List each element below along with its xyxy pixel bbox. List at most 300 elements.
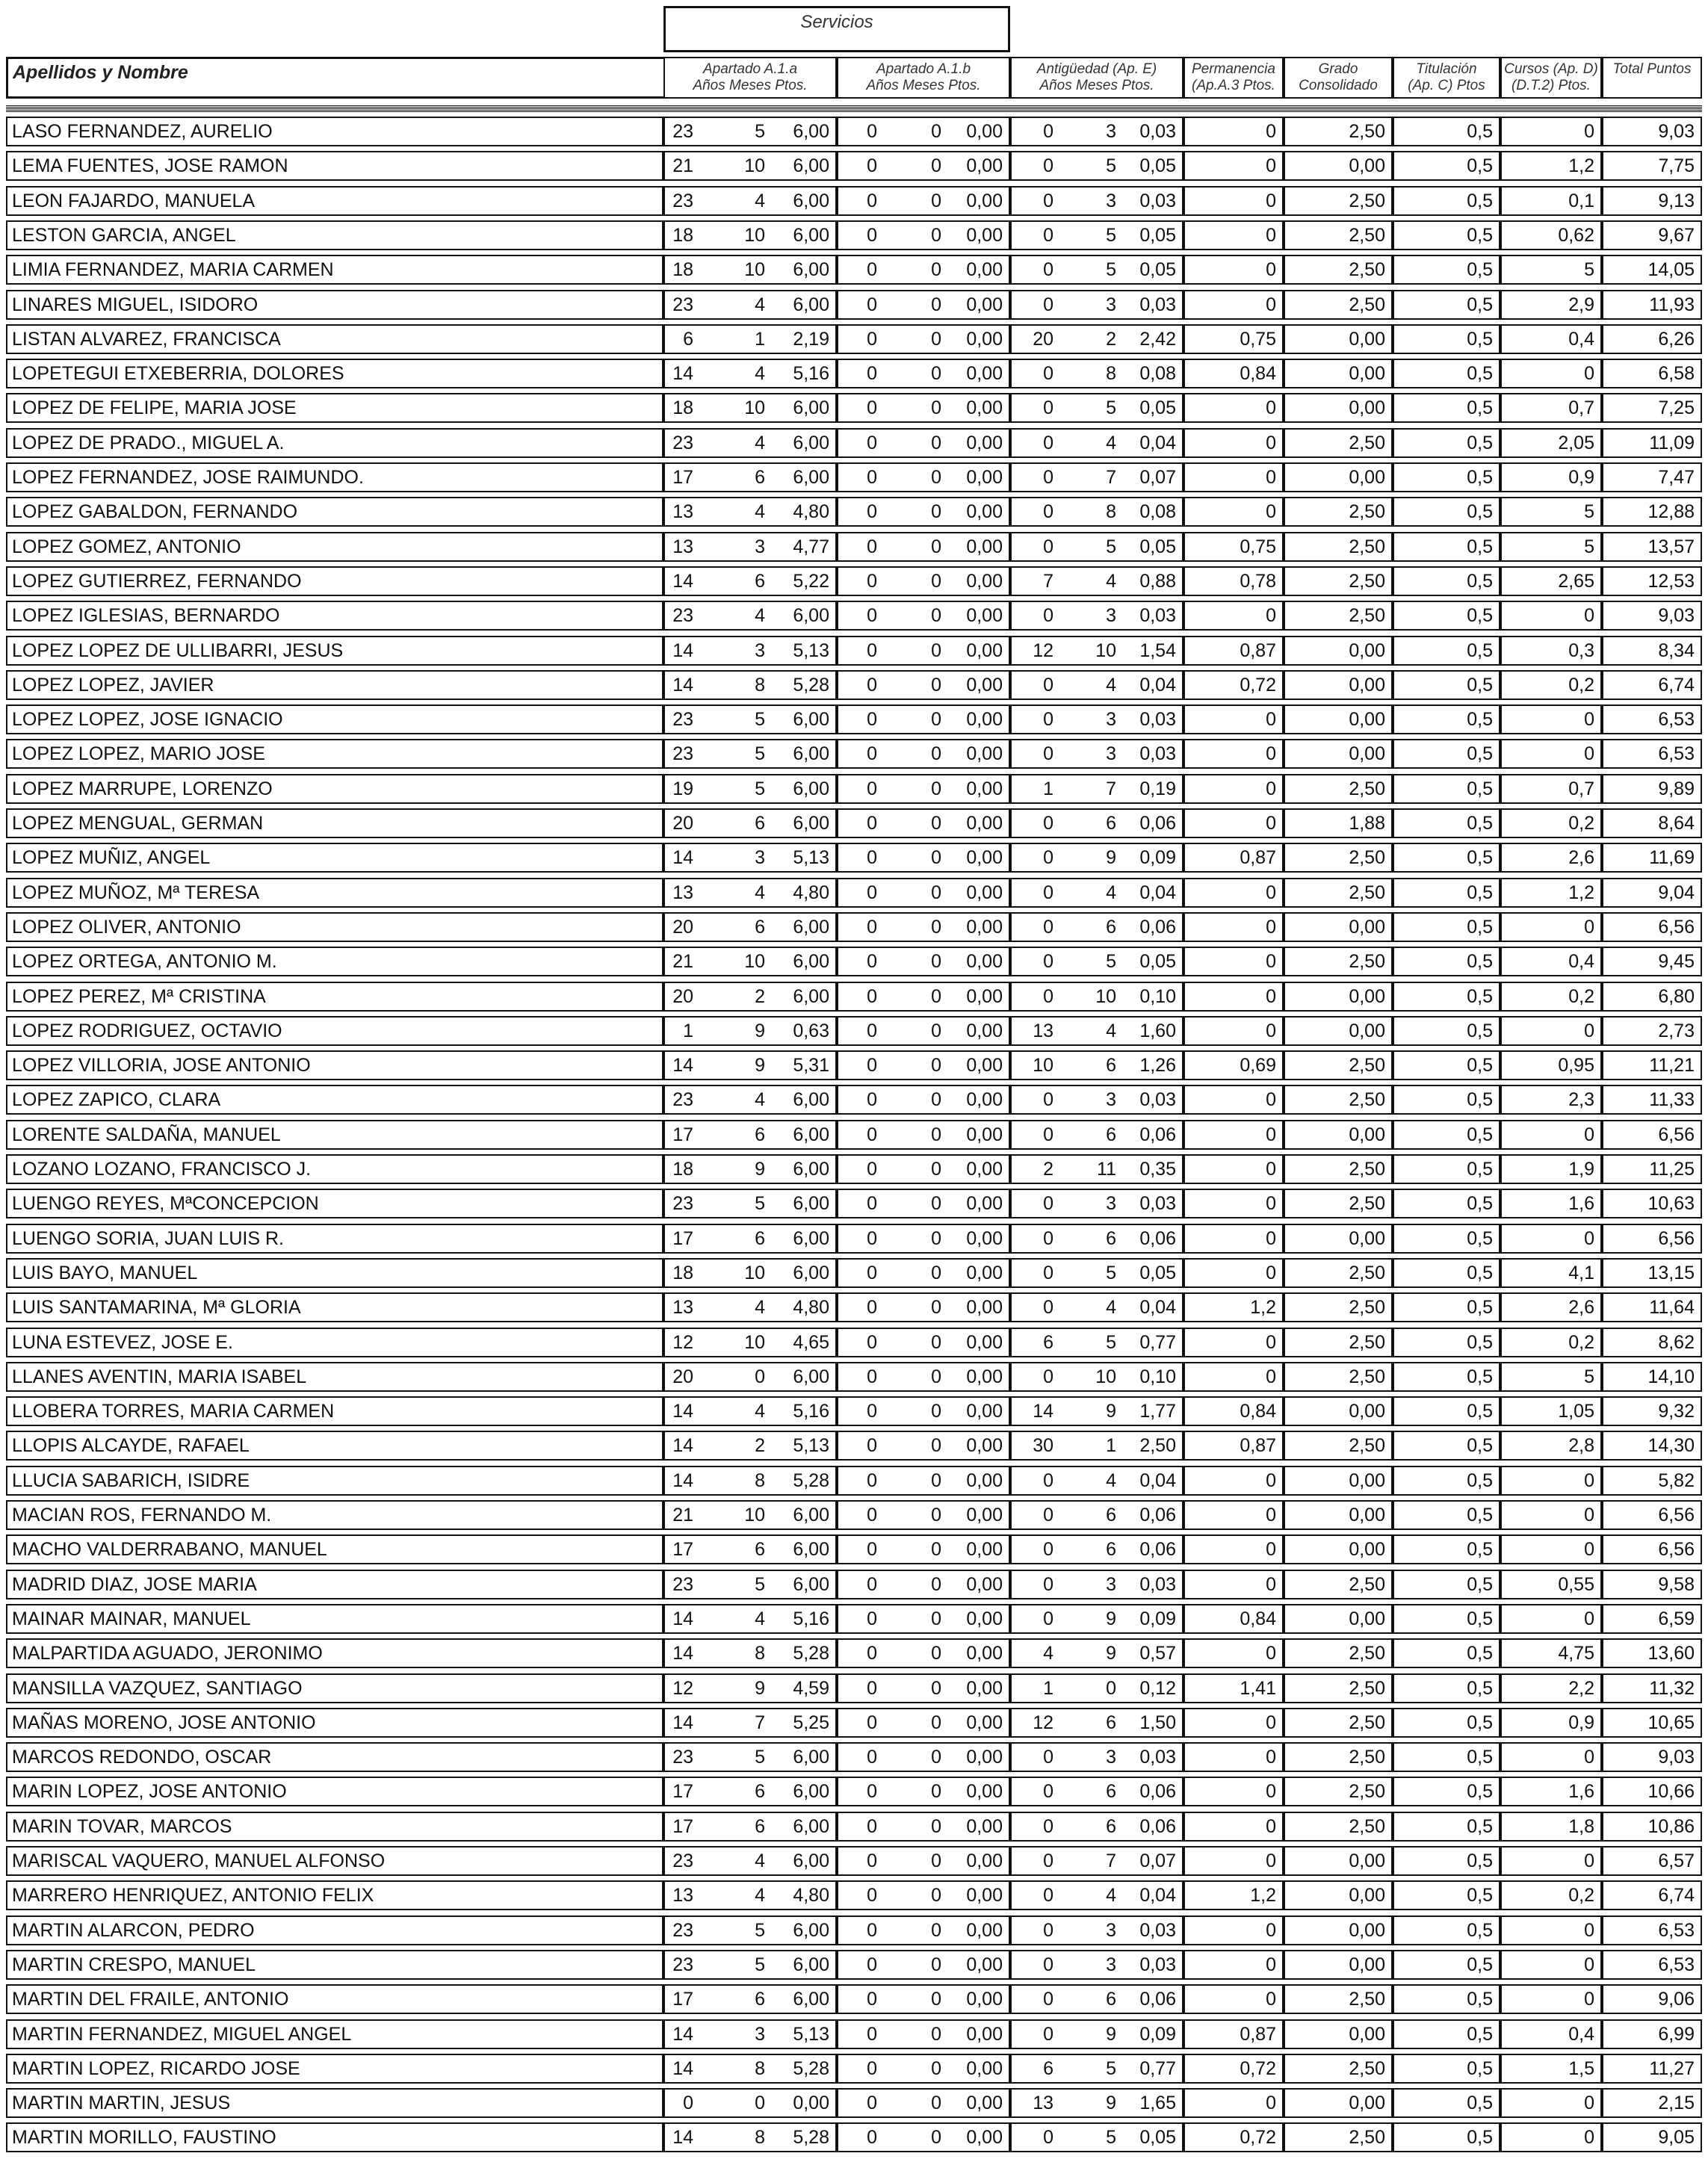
a1a-years: 17 bbox=[672, 1124, 693, 1145]
antig-cell bbox=[1010, 1050, 1183, 1080]
name-cell bbox=[6, 1742, 663, 1772]
antig-points: 2,42 bbox=[1139, 329, 1176, 350]
name-cell bbox=[6, 1085, 663, 1115]
name-cell bbox=[6, 1120, 663, 1150]
grado-points: 0,00 bbox=[1349, 1401, 1385, 1422]
antig-years: 0 bbox=[1043, 986, 1053, 1007]
total-cell bbox=[1602, 462, 1702, 492]
a1b-years: 0 bbox=[867, 1678, 877, 1699]
perm-cell bbox=[1183, 1050, 1284, 1080]
perm-cell bbox=[1183, 1258, 1284, 1288]
a1a-points: 6,00 bbox=[793, 1920, 829, 1941]
titul-cell bbox=[1393, 878, 1500, 908]
a1b-months: 0 bbox=[931, 2093, 941, 2113]
name-cell bbox=[6, 1189, 663, 1218]
name-cell bbox=[6, 462, 663, 492]
a1a-points: 4,80 bbox=[793, 1885, 829, 1906]
a1a-points: 5,28 bbox=[793, 675, 829, 696]
cursos-points: 0,4 bbox=[1568, 951, 1594, 972]
a1a-months: 4 bbox=[755, 1608, 765, 1629]
a1a-years: 21 bbox=[672, 1505, 693, 1526]
a1a-months: 3 bbox=[755, 847, 765, 868]
antig-cell bbox=[1010, 566, 1183, 596]
total-points: 2,73 bbox=[1658, 1020, 1695, 1041]
a1a-years: 12 bbox=[672, 1678, 693, 1699]
total-cell bbox=[1602, 1085, 1702, 1115]
total-points: 11,64 bbox=[1649, 1297, 1695, 1318]
titul-cell bbox=[1393, 1396, 1500, 1426]
a1b-points: 0,00 bbox=[966, 467, 1003, 488]
a1a-points: 0,00 bbox=[793, 2093, 829, 2113]
cursos-points: 0,9 bbox=[1568, 1712, 1594, 1733]
antig-years: 0 bbox=[1043, 1539, 1053, 1560]
total-cell bbox=[1602, 2088, 1702, 2118]
a1a-months: 1 bbox=[755, 329, 765, 350]
a1a-months: 4 bbox=[755, 501, 765, 522]
grado-points: 2,50 bbox=[1349, 571, 1385, 592]
employee-name: LORENTE SALDAÑA, MANUEL bbox=[12, 1124, 281, 1145]
antig-header-line: Antigüedad (Ap. E) bbox=[1036, 61, 1157, 77]
cursos-cell bbox=[1500, 1880, 1602, 1910]
a1a-years: 18 bbox=[672, 1263, 693, 1283]
a1b-points: 0,00 bbox=[966, 571, 1003, 592]
cursos-points: 0 bbox=[1584, 1608, 1594, 1629]
cursos-points: 2,6 bbox=[1568, 847, 1594, 868]
antig-cell bbox=[1010, 1292, 1183, 1322]
total-cell bbox=[1602, 1328, 1702, 1357]
cursos-cell bbox=[1500, 255, 1602, 285]
grado-points: 2,50 bbox=[1349, 1747, 1385, 1768]
total-cell bbox=[1602, 1154, 1702, 1184]
grado-cell bbox=[1284, 1292, 1393, 1322]
antig-months: 6 bbox=[1106, 813, 1116, 834]
titul-cell bbox=[1393, 186, 1500, 216]
perm-cell bbox=[1183, 186, 1284, 216]
a1b-points: 0,00 bbox=[966, 121, 1003, 142]
antig-points: 0,09 bbox=[1139, 1608, 1176, 1629]
antig-years: 6 bbox=[1043, 2058, 1053, 2079]
antig-months: 6 bbox=[1106, 1816, 1116, 1837]
a1a-header-line: Apartado A.1.a bbox=[702, 61, 798, 77]
a1a-points: 5,31 bbox=[793, 1055, 829, 1076]
perm-cell bbox=[1183, 601, 1284, 631]
permanencia-points: 0,69 bbox=[1240, 1055, 1276, 1076]
a1b-points: 0,00 bbox=[966, 1885, 1003, 1906]
titul-header-line: (Ap. C) Ptos bbox=[1408, 78, 1485, 93]
titul-cell bbox=[1393, 2054, 1500, 2084]
name-cell bbox=[6, 1534, 663, 1564]
antig-months: 9 bbox=[1106, 1643, 1116, 1664]
antig-points: 0,09 bbox=[1139, 2024, 1176, 2045]
cursos-points: 0 bbox=[1584, 1850, 1594, 1871]
a1b-years: 0 bbox=[867, 2024, 877, 2045]
grado-points: 2,50 bbox=[1349, 1263, 1385, 1283]
a1b-months: 0 bbox=[931, 1228, 941, 1249]
antig-months: 3 bbox=[1106, 1954, 1116, 1975]
grado-points: 2,50 bbox=[1349, 1781, 1385, 1802]
titulacion-points: 0,5 bbox=[1467, 605, 1493, 626]
total-points: 2,15 bbox=[1658, 2093, 1695, 2113]
a1b-points: 0,00 bbox=[966, 1332, 1003, 1353]
grado-points: 0,00 bbox=[1349, 363, 1385, 384]
a1a-months: 2 bbox=[755, 1435, 765, 1456]
a1a-points: 5,13 bbox=[793, 1435, 829, 1456]
total-cell bbox=[1602, 1708, 1702, 1738]
titulacion-points: 0,5 bbox=[1467, 363, 1493, 384]
titul-cell bbox=[1393, 428, 1500, 458]
permanencia-points: 0 bbox=[1266, 155, 1276, 176]
a1b-months: 0 bbox=[931, 605, 941, 626]
cursos-points: 5 bbox=[1584, 501, 1594, 522]
perm-cell bbox=[1183, 1708, 1284, 1738]
total-points: 6,53 bbox=[1658, 709, 1695, 730]
antig-cell bbox=[1010, 1950, 1183, 1980]
a1b-points: 0,00 bbox=[966, 1401, 1003, 1422]
a1b-points: 0,00 bbox=[966, 1505, 1003, 1526]
total-cell bbox=[1602, 843, 1702, 873]
titul-cell bbox=[1393, 1570, 1500, 1599]
employee-name: LOPEZ LOPEZ DE ULLIBARRI, JESUS bbox=[12, 640, 344, 661]
titul-cell bbox=[1393, 1638, 1500, 1668]
antig-years: 0 bbox=[1043, 675, 1053, 696]
antig-years: 0 bbox=[1043, 155, 1053, 176]
a1b-header-line: Apartado A.1.b bbox=[876, 61, 971, 77]
cursos-cell bbox=[1500, 808, 1602, 838]
antig-months: 3 bbox=[1106, 121, 1116, 142]
a1b-points: 0,00 bbox=[966, 1747, 1003, 1768]
grado-cell bbox=[1284, 290, 1393, 320]
antig-months: 10 bbox=[1095, 1366, 1116, 1387]
perm-cell bbox=[1183, 774, 1284, 804]
a1a-years: 14 bbox=[672, 1435, 693, 1456]
name-cell bbox=[6, 428, 663, 458]
a1b-points: 0,00 bbox=[966, 709, 1003, 730]
perm-cell bbox=[1183, 428, 1284, 458]
a1a-months: 10 bbox=[744, 225, 765, 246]
antig-points: 0,05 bbox=[1139, 951, 1176, 972]
cursos-cell bbox=[1500, 1777, 1602, 1806]
name-cell bbox=[6, 843, 663, 873]
antig-years: 0 bbox=[1043, 191, 1053, 211]
titulacion-points: 0,5 bbox=[1467, 225, 1493, 246]
titulacion-points: 0,5 bbox=[1467, 1228, 1493, 1249]
antig-points: 0,03 bbox=[1139, 294, 1176, 315]
a1b-years: 0 bbox=[867, 155, 877, 176]
permanencia-points: 0 bbox=[1266, 121, 1276, 142]
a1a-months: 5 bbox=[755, 1954, 765, 1975]
a1a-months: 10 bbox=[744, 1263, 765, 1283]
antig-cell bbox=[1010, 393, 1183, 423]
permanencia-points: 0 bbox=[1266, 1470, 1276, 1491]
antig-months: 4 bbox=[1106, 1297, 1116, 1318]
permanencia-points: 0,75 bbox=[1240, 329, 1276, 350]
total-cell bbox=[1602, 1396, 1702, 1426]
total-points: 11,25 bbox=[1649, 1159, 1695, 1180]
total-points: 10,66 bbox=[1647, 1781, 1695, 1802]
antig-cell bbox=[1010, 255, 1183, 285]
titulacion-points: 0,5 bbox=[1467, 743, 1493, 764]
antig-cell bbox=[1010, 2122, 1183, 2152]
antig-months: 4 bbox=[1106, 433, 1116, 453]
titul-cell bbox=[1393, 982, 1500, 1012]
name-cell bbox=[6, 220, 663, 250]
cursos-points: 0 bbox=[1584, 605, 1594, 626]
a1b-years: 0 bbox=[867, 1159, 877, 1180]
titulacion-points: 0,5 bbox=[1467, 121, 1493, 142]
cursos-points: 2,2 bbox=[1568, 1678, 1594, 1699]
antig-years: 0 bbox=[1043, 1366, 1053, 1387]
a1b-months: 0 bbox=[931, 1608, 941, 1629]
cursos-points: 0 bbox=[1584, 743, 1594, 764]
titul-column-header bbox=[1393, 57, 1500, 99]
a1b-months: 0 bbox=[931, 1747, 941, 1768]
antig-years: 0 bbox=[1043, 467, 1053, 488]
employee-name: LLOPIS ALCAYDE, RAFAEL bbox=[12, 1435, 250, 1456]
antig-cell bbox=[1010, 1673, 1183, 1703]
grado-points: 0,00 bbox=[1349, 709, 1385, 730]
grado-points: 0,00 bbox=[1349, 1470, 1385, 1491]
titul-cell bbox=[1393, 359, 1500, 388]
total-cell bbox=[1602, 1880, 1702, 1910]
titul-cell bbox=[1393, 1500, 1500, 1530]
antig-points: 0,08 bbox=[1139, 363, 1176, 384]
antig-cell bbox=[1010, 290, 1183, 320]
cursos-cell bbox=[1500, 1466, 1602, 1496]
cursos-cell bbox=[1500, 739, 1602, 769]
antig-years: 0 bbox=[1043, 1574, 1053, 1595]
antig-points: 0,06 bbox=[1139, 917, 1176, 938]
a1a-months: 0 bbox=[755, 1366, 765, 1387]
antig-months: 9 bbox=[1106, 2093, 1116, 2113]
a1b-years: 0 bbox=[867, 951, 877, 972]
titulacion-points: 0,5 bbox=[1467, 1193, 1493, 1214]
total-points: 13,60 bbox=[1647, 1643, 1695, 1664]
name-cell bbox=[6, 2122, 663, 2152]
perm-cell bbox=[1183, 1812, 1284, 1842]
antig-years: 0 bbox=[1043, 294, 1053, 315]
employee-name: MARTIN MARTIN, JESUS bbox=[12, 2093, 231, 2113]
a1a-months: 5 bbox=[755, 709, 765, 730]
grado-cell bbox=[1284, 151, 1393, 181]
employee-name: LOPEZ MUÑOZ, Mª TERESA bbox=[12, 882, 260, 903]
perm-cell bbox=[1183, 151, 1284, 181]
grado-cell bbox=[1284, 1050, 1393, 1080]
a1a-months: 5 bbox=[755, 778, 765, 799]
cursos-points: 1,6 bbox=[1568, 1781, 1594, 1802]
grado-cell bbox=[1284, 359, 1393, 388]
total-cell bbox=[1602, 186, 1702, 216]
titul-cell bbox=[1393, 1189, 1500, 1218]
a1b-points: 0,00 bbox=[966, 1539, 1003, 1560]
antig-years: 4 bbox=[1043, 1643, 1053, 1664]
antig-cell bbox=[1010, 2019, 1183, 2049]
a1a-points: 4,65 bbox=[793, 1332, 829, 1353]
a1b-years: 0 bbox=[867, 917, 877, 938]
cursos-header-line: (D.T.2) Ptos. bbox=[1511, 78, 1591, 93]
antig-years: 0 bbox=[1043, 259, 1053, 280]
a1b-years: 0 bbox=[867, 1816, 877, 1837]
perm-cell bbox=[1183, 255, 1284, 285]
a1b-points: 0,00 bbox=[966, 501, 1003, 522]
permanencia-points: 0,87 bbox=[1240, 640, 1276, 661]
total-cell bbox=[1602, 1189, 1702, 1218]
total-points: 11,69 bbox=[1649, 847, 1695, 868]
titul-cell bbox=[1393, 462, 1500, 492]
perm-column-header bbox=[1183, 57, 1284, 99]
antig-years: 0 bbox=[1043, 709, 1053, 730]
grado-cell bbox=[1284, 2054, 1393, 2084]
a1a-months: 8 bbox=[755, 2127, 765, 2148]
antig-cell bbox=[1010, 704, 1183, 734]
a1a-points: 6,00 bbox=[793, 743, 829, 764]
a1a-header-line: Años Meses Ptos. bbox=[693, 78, 808, 93]
perm-cell bbox=[1183, 359, 1284, 388]
name-cell bbox=[6, 2054, 663, 2084]
grado-points: 0,00 bbox=[1349, 675, 1385, 696]
a1b-points: 0,00 bbox=[966, 191, 1003, 211]
a1b-points: 0,00 bbox=[966, 1435, 1003, 1456]
antig-years: 0 bbox=[1043, 121, 1053, 142]
cursos-cell bbox=[1500, 1846, 1602, 1876]
a1b-years: 0 bbox=[867, 1781, 877, 1802]
titulacion-points: 0,5 bbox=[1467, 467, 1493, 488]
antig-cell bbox=[1010, 601, 1183, 631]
titul-cell bbox=[1393, 220, 1500, 250]
antig-points: 0,06 bbox=[1139, 1539, 1176, 1560]
total-points: 6,59 bbox=[1658, 1608, 1695, 1629]
a1b-years: 0 bbox=[867, 433, 877, 453]
permanencia-points: 0 bbox=[1266, 501, 1276, 522]
antig-months: 5 bbox=[1106, 536, 1116, 557]
a1b-months: 0 bbox=[931, 501, 941, 522]
employee-name: LINARES MIGUEL, ISIDORO bbox=[12, 294, 259, 315]
a1a-months: 6 bbox=[755, 1989, 765, 2010]
antig-cell bbox=[1010, 359, 1183, 388]
perm-cell bbox=[1183, 566, 1284, 596]
employee-name: LLOBERA TORRES, MARIA CARMEN bbox=[12, 1401, 335, 1422]
cursos-points: 0,4 bbox=[1568, 329, 1594, 350]
grado-points: 0,00 bbox=[1349, 1954, 1385, 1975]
grado-cell bbox=[1284, 1362, 1393, 1392]
grado-cell bbox=[1284, 1604, 1393, 1634]
grado-header-line: Grado bbox=[1318, 61, 1358, 77]
grado-cell bbox=[1284, 601, 1393, 631]
cursos-cell bbox=[1500, 982, 1602, 1012]
titulacion-points: 0,5 bbox=[1467, 1608, 1493, 1629]
a1a-points: 6,00 bbox=[793, 225, 829, 246]
cursos-cell bbox=[1500, 1431, 1602, 1461]
a1a-points: 6,00 bbox=[793, 778, 829, 799]
total-cell bbox=[1602, 290, 1702, 320]
titulacion-points: 0,5 bbox=[1467, 397, 1493, 418]
antig-points: 0,03 bbox=[1139, 1193, 1176, 1214]
grado-cell bbox=[1284, 912, 1393, 942]
total-points: 9,03 bbox=[1658, 121, 1695, 142]
a1b-years: 0 bbox=[867, 675, 877, 696]
a1a-years: 18 bbox=[672, 1159, 693, 1180]
antig-years: 10 bbox=[1033, 1055, 1053, 1076]
grado-cell bbox=[1284, 255, 1393, 285]
a1b-years: 0 bbox=[867, 329, 877, 350]
titul-cell bbox=[1393, 290, 1500, 320]
antig-points: 1,50 bbox=[1139, 1712, 1176, 1733]
total-cell bbox=[1602, 2019, 1702, 2049]
grado-points: 0,00 bbox=[1349, 640, 1385, 661]
a1a-years: 23 bbox=[672, 1920, 693, 1941]
a1b-months: 0 bbox=[931, 1816, 941, 1837]
titulacion-points: 0,5 bbox=[1467, 847, 1493, 868]
a1a-months: 10 bbox=[744, 951, 765, 972]
a1a-points: 6,00 bbox=[793, 1781, 829, 1802]
grado-points: 2,50 bbox=[1349, 294, 1385, 315]
antig-months: 6 bbox=[1106, 1124, 1116, 1145]
name-cell bbox=[6, 1292, 663, 1322]
titul-cell bbox=[1393, 808, 1500, 838]
total-points: 6,56 bbox=[1658, 1539, 1695, 1560]
a1b-years: 0 bbox=[867, 1885, 877, 1906]
name-cell bbox=[6, 1050, 663, 1080]
a1a-points: 6,00 bbox=[793, 605, 829, 626]
grado-cell bbox=[1284, 220, 1393, 250]
name-cell bbox=[6, 1950, 663, 1980]
total-points: 14,05 bbox=[1647, 259, 1695, 280]
titul-cell bbox=[1393, 1292, 1500, 1322]
titul-cell bbox=[1393, 1708, 1500, 1738]
cursos-cell bbox=[1500, 220, 1602, 250]
antig-months: 3 bbox=[1106, 191, 1116, 211]
a1b-years: 0 bbox=[867, 1954, 877, 1975]
a1b-years: 0 bbox=[867, 225, 877, 246]
a1b-years: 0 bbox=[867, 1332, 877, 1353]
total-points: 9,03 bbox=[1658, 605, 1695, 626]
a1b-years: 0 bbox=[867, 640, 877, 661]
titul-cell bbox=[1393, 151, 1500, 181]
a1a-points: 6,00 bbox=[793, 259, 829, 280]
employee-name: LEON FAJARDO, MANUELA bbox=[12, 191, 256, 211]
antig-cell bbox=[1010, 1604, 1183, 1634]
employee-name: LOPEZ GOMEZ, ANTONIO bbox=[12, 536, 241, 557]
titul-cell bbox=[1393, 1812, 1500, 1842]
cursos-points: 0 bbox=[1584, 363, 1594, 384]
cursos-cell bbox=[1500, 636, 1602, 666]
a1b-points: 0,00 bbox=[966, 225, 1003, 246]
a1a-years: 0 bbox=[683, 2093, 693, 2113]
a1b-months: 0 bbox=[931, 1989, 941, 2010]
antig-months: 4 bbox=[1106, 571, 1116, 592]
a1a-months: 4 bbox=[755, 1885, 765, 1906]
grado-points: 0,00 bbox=[1349, 467, 1385, 488]
antig-points: 0,06 bbox=[1139, 1505, 1176, 1526]
employee-name: MAÑAS MORENO, JOSE ANTONIO bbox=[12, 1712, 316, 1733]
antig-cell bbox=[1010, 1500, 1183, 1530]
a1b-years: 0 bbox=[867, 501, 877, 522]
antig-points: 0,05 bbox=[1139, 155, 1176, 176]
antig-cell bbox=[1010, 947, 1183, 976]
antig-points: 1,77 bbox=[1139, 1401, 1176, 1422]
total-cell bbox=[1602, 1604, 1702, 1634]
a1b-months: 0 bbox=[931, 1712, 941, 1733]
a1a-years: 20 bbox=[672, 1366, 693, 1387]
a1b-months: 0 bbox=[931, 1263, 941, 1283]
titulacion-points: 0,5 bbox=[1467, 2093, 1493, 2113]
a1a-points: 5,16 bbox=[793, 1608, 829, 1629]
cursos-cell bbox=[1500, 1534, 1602, 1564]
titul-cell bbox=[1393, 1016, 1500, 1046]
antig-cell bbox=[1010, 1362, 1183, 1392]
a1b-months: 0 bbox=[931, 1505, 941, 1526]
titulacion-points: 0,5 bbox=[1467, 2024, 1493, 2045]
cursos-points: 5 bbox=[1584, 259, 1594, 280]
